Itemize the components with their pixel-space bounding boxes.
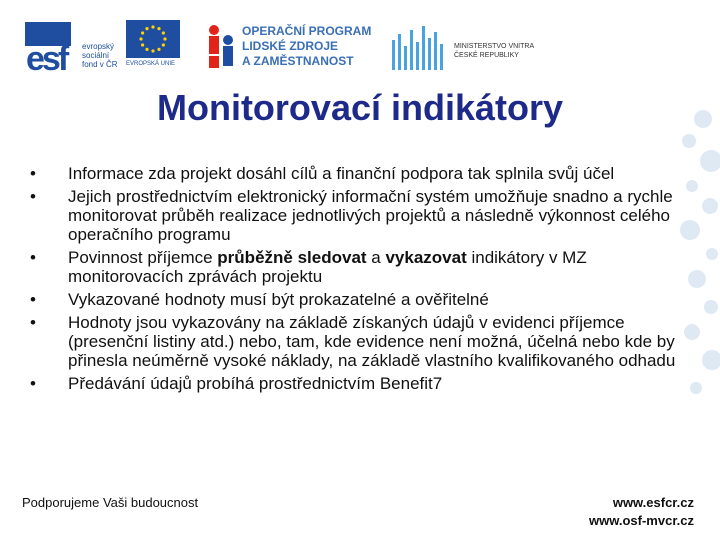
bullet-item: [28, 313, 684, 370]
footer-link-esfcr[interactable]: www.esfcr.cz: [612, 495, 694, 510]
op-lzz-logo-text: OPERAČNÍ PROGRAM LIDSKÉ ZDROJE A ZAMĚSTNANOST: [242, 24, 372, 68]
eu-logo: [126, 20, 184, 72]
bullet-text: indikátory v MZ monitorovacích zprávách projektu: [68, 248, 587, 286]
eu-star-icon: [139, 37, 142, 40]
page-title: Monitorovací indikátory: [156, 87, 564, 128]
bullet-text: Informace zda projekt dosáhl cílů a finanční podpora tak splnila svůj účel: [68, 164, 615, 183]
eu-star-icon: [157, 48, 160, 51]
footer-slogan: Podporujeme Vaši budoucnost: [22, 495, 199, 510]
esf-logo-text: evropský sociální fond v ČR: [82, 42, 118, 69]
bullet-text: a: [366, 248, 386, 267]
footer-link-osf-mvcr[interactable]: www.osf-mvcr.cz: [589, 513, 694, 528]
bullet-emphasis: vykazovat: [385, 248, 467, 267]
bullet-text: Vykazované hodnoty musí být prokazatelné a ověřitelné: [68, 290, 489, 309]
bullet-marker: •: [30, 290, 36, 309]
esf-logo: [25, 22, 123, 78]
bullet-marker: •: [30, 164, 36, 183]
ministry-logo: [392, 26, 562, 72]
eu-flag-icon: [126, 20, 180, 58]
eu-star-icon: [141, 43, 144, 46]
eu-star-icon: [163, 37, 166, 40]
op-lzz-logo: [204, 22, 374, 74]
bullet-list: [28, 164, 684, 397]
eu-star-icon: [151, 25, 154, 28]
bullet-marker: •: [30, 187, 36, 206]
op-lzz-figures-icon: [204, 24, 238, 70]
eu-star-icon: [157, 27, 160, 30]
esf-logo-mark: esf: [26, 40, 67, 78]
bullet-text: Hodnoty jsou vykazovány na základě získaných údajů v evidenci příjemce (presenční listiny atd.) nebo, tam, kde evidence není možná, účelná nebo kde by přinesla neúměrně vysoké náklady, na základě vlastního kvalifikovaného odhadu: [68, 313, 676, 370]
bullet-marker: •: [30, 248, 36, 267]
ministry-bars-icon: [392, 26, 444, 70]
eu-star-icon: [162, 31, 165, 34]
footer-links: [589, 494, 694, 530]
bullet-emphasis: průběžně sledovat: [217, 248, 367, 267]
eu-star-icon: [145, 48, 148, 51]
bullet-text: Předávání údajů probíhá prostřednictvím Benefit7: [68, 374, 443, 393]
eu-star-icon: [141, 31, 144, 34]
bullet-item: [28, 164, 684, 183]
eu-star-icon: [145, 27, 148, 30]
eu-star-icon: [162, 43, 165, 46]
bullet-marker: •: [30, 313, 36, 332]
ministry-logo-text: MINISTERSTVO VNITRA ČESKÉ REPUBLIKY: [454, 43, 535, 59]
bullet-text: Jejich prostřednictvím elektronický informační systém umožňuje snadno a rychle monitorovat průběh realizace jednotlivých projektů a následně výkonnost celého operačního programu: [68, 187, 673, 244]
decorative-dots: [680, 110, 720, 410]
bullet-item: [28, 374, 684, 393]
header-logos: [0, 0, 720, 80]
bullet-text: Povinnost příjemce: [68, 248, 218, 267]
bullet-item: [28, 248, 684, 286]
eu-logo-text: EVROPSKÁ UNIE: [126, 61, 176, 67]
eu-star-icon: [151, 49, 154, 52]
bullet-item: [28, 187, 684, 244]
bullet-item: [28, 290, 684, 309]
bullet-marker: •: [30, 374, 36, 393]
